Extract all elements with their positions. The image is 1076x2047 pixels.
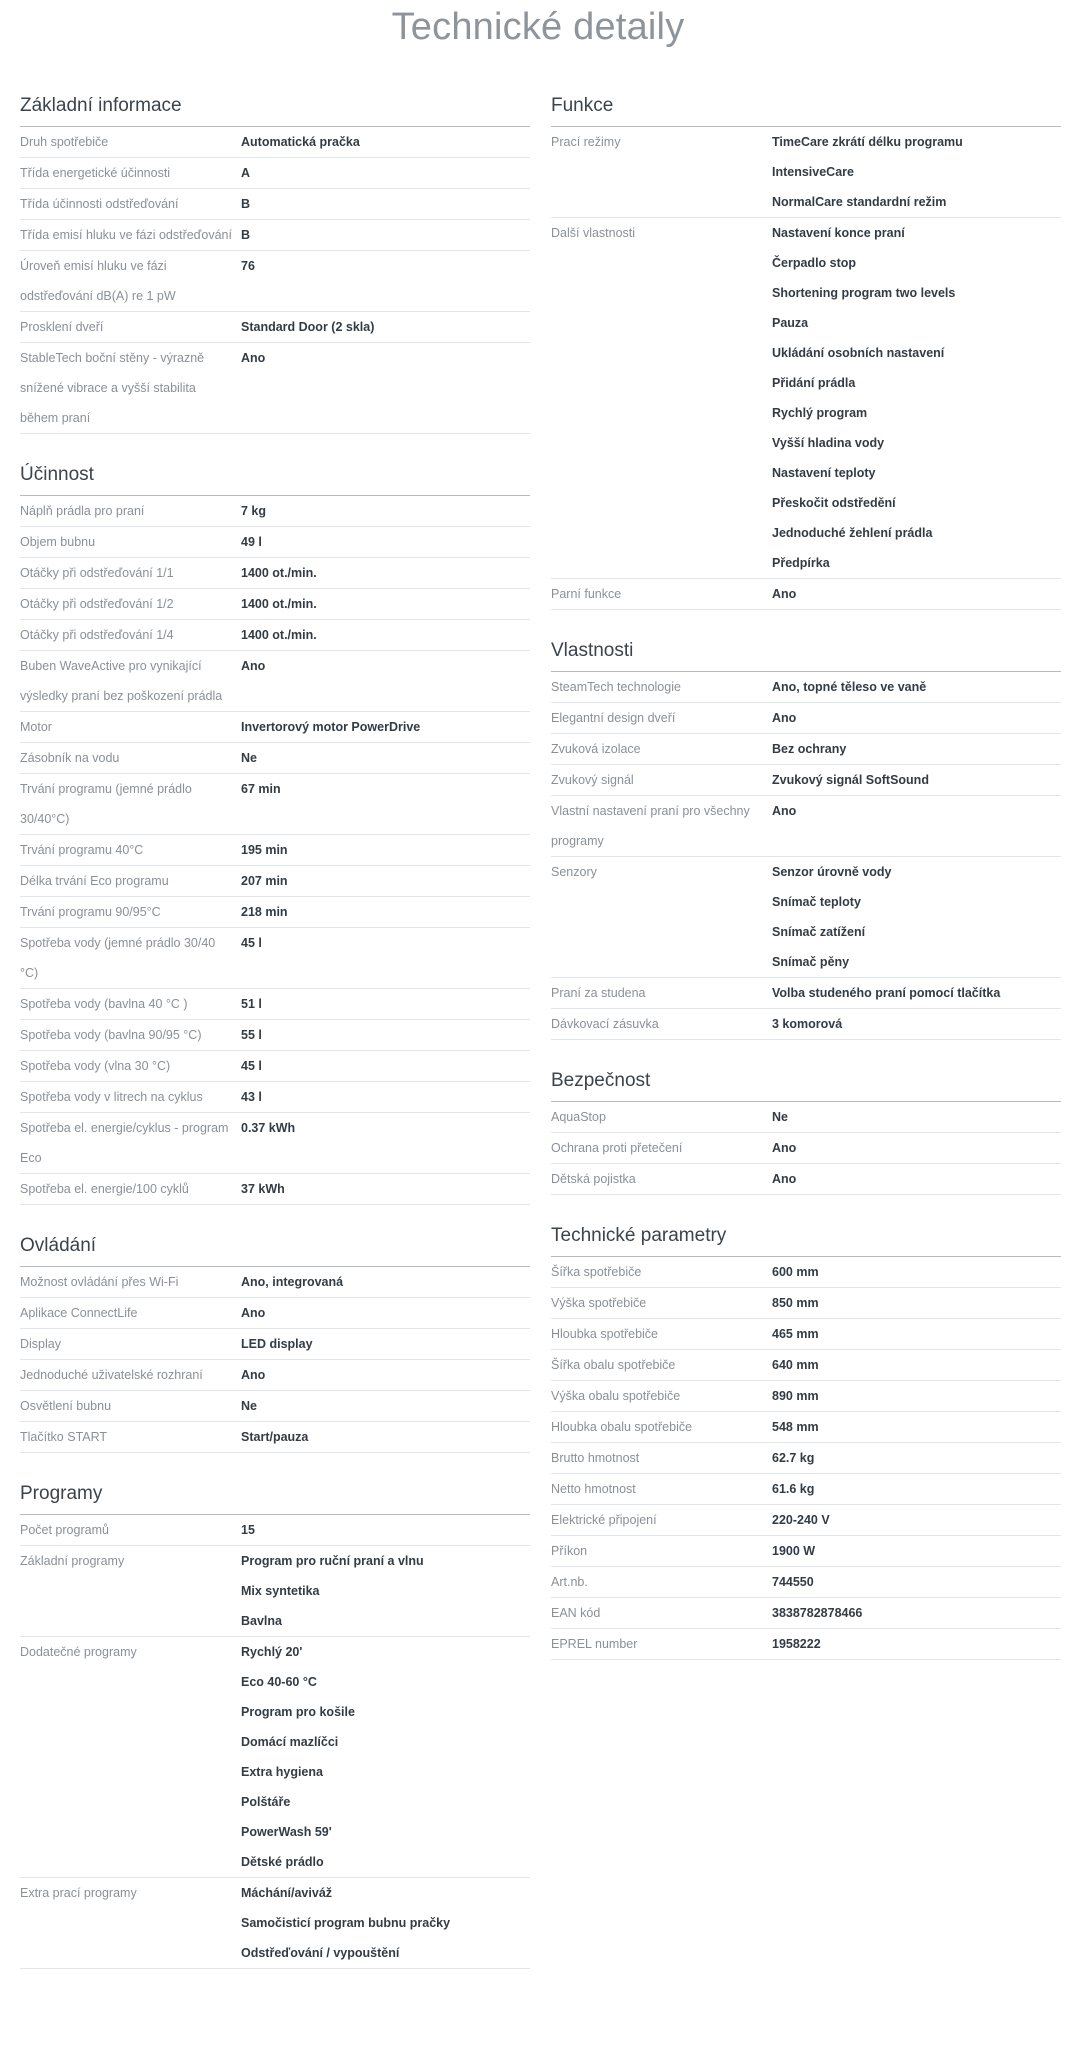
spec-values: [772, 1381, 1061, 1411]
spec-values: [241, 1422, 530, 1452]
spec-value: Pauza: [772, 316, 809, 330]
spec-label: Dávkovací zásuvka: [551, 1017, 659, 1031]
right-column: [551, 93, 1061, 1688]
spec-value: TimeCare zkrátí délku programu: [772, 135, 963, 149]
spec-label: Trvání programu 40°C: [20, 843, 144, 857]
spec-row: [20, 589, 530, 620]
spec-value: Ano: [241, 351, 266, 365]
section-technicke-parametry: [551, 1223, 1061, 1660]
spec-label: Druh spotřebiče: [20, 135, 109, 149]
spec-row: [20, 1878, 530, 1969]
spec-values: [241, 127, 530, 157]
spec-value: Shortening program two levels: [772, 286, 956, 300]
spec-value: Ano: [772, 1172, 797, 1186]
spec-value: 465 mm: [772, 1327, 819, 1341]
spec-value: 1900 W: [772, 1544, 816, 1558]
spec-label: EAN kód: [551, 1606, 601, 1620]
spec-value: Samočisticí program bubnu pračky: [241, 1916, 451, 1930]
section-title: Funkce: [551, 93, 1061, 127]
spec-values: [241, 589, 530, 619]
spec-values: [772, 1288, 1061, 1318]
spec-values: [241, 1637, 530, 1877]
spec-label: Tlačítko START: [20, 1430, 108, 1444]
spec-values: [241, 527, 530, 557]
spec-row: [551, 1412, 1061, 1443]
section-ovladani: [20, 1233, 530, 1453]
spec-row: [551, 127, 1061, 218]
spec-values: [772, 1009, 1061, 1039]
spec-values: [241, 1878, 530, 1968]
spec-label: Praní za studena: [551, 986, 646, 1000]
spec-row: [551, 579, 1061, 610]
spec-value: Ano: [241, 1306, 266, 1320]
spec-value: 55 l: [241, 1028, 262, 1042]
spec-values: [772, 734, 1061, 764]
spec-row: [20, 127, 530, 158]
spec-values: [241, 620, 530, 650]
section-title: Účinnost: [20, 462, 530, 496]
spec-label: Možnost ovládání přes Wi-Fi: [20, 1275, 179, 1289]
spec-value: 195 min: [241, 843, 288, 857]
spec-row: [551, 1164, 1061, 1195]
spec-row: [20, 1267, 530, 1298]
spec-value: IntensiveCare: [772, 165, 854, 179]
spec-value: Ano, topné těleso ve vaně: [772, 680, 927, 694]
spec-label: Vlastní nastavení praní pro všechny programy: [551, 804, 750, 848]
spec-label: Parní funkce: [551, 587, 622, 601]
spec-value: Ano: [772, 587, 797, 601]
spec-values: [772, 765, 1061, 795]
spec-value: Bavlna: [241, 1614, 282, 1628]
spec-value: 1958222: [772, 1637, 821, 1651]
spec-row: [551, 218, 1061, 579]
spec-row: [551, 1536, 1061, 1567]
spec-values: [772, 1102, 1061, 1132]
spec-value: Rychlý 20': [241, 1645, 303, 1659]
spec-label: Úroveň emisí hluku ve fázi odstřeďování dB(A) re 1 pW: [20, 259, 176, 303]
spec-label: Třída účinnosti odstřeďování: [20, 197, 179, 211]
spec-label: Buben WaveActive pro vynikající výsledky praní bez poškození prádla: [20, 659, 223, 703]
spec-label: EPREL number: [551, 1637, 638, 1651]
spec-values: [241, 1267, 530, 1297]
spec-label: Šířka obalu spotřebiče: [551, 1358, 676, 1372]
spec-value: Automatická pračka: [241, 135, 360, 149]
spec-values: [241, 312, 530, 342]
spec-row: [551, 1133, 1061, 1164]
spec-row: [551, 1009, 1061, 1040]
spec-label: Třída emisí hluku ve fázi odstřeďování: [20, 228, 232, 242]
spec-values: [241, 989, 530, 1019]
spec-row: [20, 496, 530, 527]
spec-values: [241, 774, 530, 834]
spec-value: 600 mm: [772, 1265, 819, 1279]
spec-value: Ano: [241, 1368, 266, 1382]
spec-values: [772, 218, 1061, 578]
spec-values: [772, 1474, 1061, 1504]
spec-label: Otáčky při odstřeďování 1/2: [20, 597, 174, 611]
section-title: Ovládání: [20, 1233, 530, 1267]
spec-value: Přidání prádla: [772, 376, 856, 390]
spec-label: Spotřeba vody (vlna 30 °C): [20, 1059, 171, 1073]
spec-row: [20, 1360, 530, 1391]
spec-row: [20, 251, 530, 312]
spec-value: Zvukový signál SoftSound: [772, 773, 929, 787]
spec-value: LED display: [241, 1337, 313, 1351]
spec-row: [20, 1546, 530, 1637]
spec-value: Snímač zatížení: [772, 925, 866, 939]
spec-row: [20, 343, 530, 434]
spec-value: Volba studeného praní pomocí tlačítka: [772, 986, 1001, 1000]
spec-label: Otáčky při odstřeďování 1/1: [20, 566, 174, 580]
spec-label: Spotřeba vody v litrech na cyklus: [20, 1090, 203, 1104]
spec-label: Třída energetické účinnosti: [20, 166, 171, 180]
spec-value: Ano: [772, 804, 797, 818]
spec-row: [551, 1381, 1061, 1412]
spec-value: 45 l: [241, 936, 262, 950]
spec-value: 45 l: [241, 1059, 262, 1073]
spec-value: Ano: [772, 711, 797, 725]
spec-values: [241, 743, 530, 773]
spec-values: [241, 1360, 530, 1390]
spec-value: Ne: [241, 1399, 257, 1413]
spec-values: [241, 1298, 530, 1328]
spec-value: Rychlý program: [772, 406, 868, 420]
spec-values: [241, 220, 530, 250]
spec-row: [20, 1422, 530, 1453]
spec-row: [20, 1020, 530, 1051]
spec-label: Otáčky při odstřeďování 1/4: [20, 628, 174, 642]
spec-values: [772, 1629, 1061, 1659]
spec-values: [241, 1082, 530, 1112]
spec-values: [241, 1113, 530, 1173]
spec-row: [551, 672, 1061, 703]
spec-values: [772, 1412, 1061, 1442]
spec-row: [551, 1319, 1061, 1350]
spec-label: Dětská pojistka: [551, 1172, 636, 1186]
spec-value: Dětské prádlo: [241, 1855, 324, 1869]
spec-label: Trvání programu (jemné prádlo 30/40°C): [20, 782, 192, 826]
spec-label: Spotřeba vody (bavlna 90/95 °C): [20, 1028, 202, 1042]
spec-value: 0.37 kWh: [241, 1121, 296, 1135]
spec-row: [20, 527, 530, 558]
spec-values: [241, 251, 530, 311]
spec-value: 43 l: [241, 1090, 262, 1104]
spec-value: 3838782878466: [772, 1606, 863, 1620]
section-bezpecnost: [551, 1068, 1061, 1195]
spec-row: [20, 312, 530, 343]
spec-row: [551, 765, 1061, 796]
spec-value: Polštáře: [241, 1795, 291, 1809]
spec-values: [772, 1443, 1061, 1473]
spec-value: 640 mm: [772, 1358, 819, 1372]
spec-label: Zásobník na vodu: [20, 751, 120, 765]
spec-row: [551, 1102, 1061, 1133]
spec-label: Trvání programu 90/95°C: [20, 905, 161, 919]
spec-row: [551, 1474, 1061, 1505]
spec-value: Program pro ruční praní a vlnu: [241, 1554, 424, 1568]
spec-row: [551, 1288, 1061, 1319]
spec-value: 744550: [772, 1575, 814, 1589]
spec-value: B: [241, 197, 251, 211]
spec-values: [241, 1020, 530, 1050]
spec-value: Program pro košile: [241, 1705, 355, 1719]
spec-row: [20, 1637, 530, 1878]
spec-value: Eco 40-60 °C: [241, 1675, 317, 1689]
spec-label: Příkon: [551, 1544, 588, 1558]
spec-label: Další vlastnosti: [551, 226, 636, 240]
spec-value: 220-240 V: [772, 1513, 830, 1527]
spec-values: [241, 1051, 530, 1081]
spec-label: Prací režimy: [551, 135, 621, 149]
spec-label: Spotřeba vody (jemné prádlo 30/40 °C): [20, 936, 216, 980]
spec-value: Nastavení teploty: [772, 466, 876, 480]
spec-values: [241, 158, 530, 188]
spec-value: 1400 ot./min.: [241, 628, 317, 642]
spec-values: [772, 1133, 1061, 1163]
spec-value: 3 komorová: [772, 1017, 843, 1031]
spec-value: 76: [241, 259, 255, 273]
spec-row: [551, 796, 1061, 857]
spec-values: [772, 1350, 1061, 1380]
section-title: Vlastnosti: [551, 638, 1061, 672]
spec-value: A: [241, 166, 251, 180]
spec-label: Netto hmotnost: [551, 1482, 636, 1496]
spec-label: Výška spotřebiče: [551, 1296, 647, 1310]
spec-value: Ne: [772, 1110, 788, 1124]
spec-row: [20, 897, 530, 928]
spec-values: [241, 651, 530, 711]
spec-row: [20, 712, 530, 743]
spec-value: 218 min: [241, 905, 288, 919]
section-title: Programy: [20, 1481, 530, 1515]
spec-value: Senzor úrovně vody: [772, 865, 892, 879]
spec-value: Ano: [241, 659, 266, 673]
spec-row: [551, 1567, 1061, 1598]
spec-values: [772, 1567, 1061, 1597]
spec-value: Standard Door (2 skla): [241, 320, 375, 334]
spec-row: [551, 857, 1061, 978]
section-programy: [20, 1481, 530, 1969]
spec-label: SteamTech technologie: [551, 680, 681, 694]
section-ucinnost: [20, 462, 530, 1205]
spec-row: [551, 1350, 1061, 1381]
spec-row: [551, 1443, 1061, 1474]
spec-value: Předpírka: [772, 556, 830, 570]
spec-value: B: [241, 228, 251, 242]
section-title: Technické parametry: [551, 1223, 1061, 1257]
spec-values: [241, 1174, 530, 1204]
spec-value: 207 min: [241, 874, 288, 888]
spec-row: [20, 1051, 530, 1082]
spec-label: Osvětlení bubnu: [20, 1399, 112, 1413]
spec-label: Náplň prádla pro praní: [20, 504, 145, 518]
spec-value: Extra hygiena: [241, 1765, 323, 1779]
spec-values: [241, 1546, 530, 1636]
spec-label: Senzory: [551, 865, 597, 879]
spec-row: [551, 703, 1061, 734]
spec-values: [772, 1598, 1061, 1628]
spec-value: Odstřeďování / vypouštění: [241, 1946, 400, 1960]
spec-label: Elektrické připojení: [551, 1513, 657, 1527]
spec-value: Máchání/aviváž: [241, 1886, 333, 1900]
spec-values: [241, 558, 530, 588]
spec-label: Aplikace ConnectLife: [20, 1306, 138, 1320]
spec-value: Vyšší hladina vody: [772, 436, 885, 450]
spec-values: [241, 1391, 530, 1421]
spec-row: [20, 1329, 530, 1360]
section-title: Základní informace: [20, 93, 530, 127]
spec-label: Prosklení dveří: [20, 320, 104, 334]
spec-label: Zvukový signál: [551, 773, 634, 787]
spec-row: [20, 1515, 530, 1546]
spec-value: Domácí mazlíčci: [241, 1735, 339, 1749]
spec-label: Šířka spotřebiče: [551, 1265, 642, 1279]
spec-values: [241, 343, 530, 433]
spec-values: [241, 712, 530, 742]
spec-row: [20, 1298, 530, 1329]
spec-values: [772, 796, 1061, 856]
spec-value: 67 min: [241, 782, 281, 796]
spec-label: Elegantní design dveří: [551, 711, 676, 725]
spec-value: Přeskočit odstředění: [772, 496, 896, 510]
spec-row: [20, 866, 530, 897]
section-funkce: [551, 93, 1061, 610]
spec-value: Ano: [772, 1141, 797, 1155]
spec-row: [20, 1391, 530, 1422]
spec-value: 1400 ot./min.: [241, 566, 317, 580]
spec-values: [241, 928, 530, 988]
spec-label: Motor: [20, 720, 52, 734]
spec-label: Délka trvání Eco programu: [20, 874, 169, 888]
spec-value: Bez ochrany: [772, 742, 847, 756]
spec-label: Jednoduché uživatelské rozhraní: [20, 1368, 203, 1382]
spec-value: PowerWash 59': [241, 1825, 332, 1839]
spec-row: [20, 158, 530, 189]
spec-label: Hloubka obalu spotřebiče: [551, 1420, 693, 1434]
spec-values: [772, 672, 1061, 702]
spec-values: [241, 1515, 530, 1545]
spec-value: 51 l: [241, 997, 262, 1011]
spec-row: [551, 1598, 1061, 1629]
spec-value: 15: [241, 1523, 255, 1537]
spec-value: Ne: [241, 751, 257, 765]
spec-values: [772, 1164, 1061, 1194]
spec-label: Display: [20, 1337, 61, 1351]
spec-value: Snímač teploty: [772, 895, 861, 909]
spec-value: 1400 ot./min.: [241, 597, 317, 611]
spec-values: [241, 496, 530, 526]
spec-row: [20, 989, 530, 1020]
spec-values: [772, 1536, 1061, 1566]
spec-label: Ochrana proti přetečení: [551, 1141, 683, 1155]
spec-row: [20, 1174, 530, 1205]
spec-value: Čerpadlo stop: [772, 256, 857, 270]
spec-row: [20, 651, 530, 712]
left-column: [20, 93, 530, 1997]
spec-row: [20, 835, 530, 866]
spec-row: [551, 978, 1061, 1009]
spec-label: AquaStop: [551, 1110, 606, 1124]
spec-values: [241, 835, 530, 865]
spec-label: Spotřeba el. energie/cyklus - program Eco: [20, 1121, 229, 1165]
spec-row: [20, 189, 530, 220]
spec-values: [772, 1257, 1061, 1287]
section-title: Bezpečnost: [551, 1068, 1061, 1102]
spec-values: [241, 897, 530, 927]
spec-label: Spotřeba vody (bavlna 40 °C ): [20, 997, 188, 1011]
spec-row: [20, 774, 530, 835]
spec-row: [20, 1113, 530, 1174]
spec-label: Art.nb.: [551, 1575, 588, 1589]
spec-value: 7 kg: [241, 504, 267, 518]
spec-values: [772, 579, 1061, 609]
spec-label: Dodatečné programy: [20, 1645, 137, 1659]
spec-value: 62.7 kg: [772, 1451, 815, 1465]
spec-label: Zvuková izolace: [551, 742, 641, 756]
spec-label: Extra prací programy: [20, 1886, 137, 1900]
spec-label: Základní programy: [20, 1554, 125, 1568]
spec-values: [241, 189, 530, 219]
spec-row: [20, 558, 530, 589]
spec-value: NormalCare standardní režim: [772, 195, 947, 209]
section-vlastnosti: [551, 638, 1061, 1040]
spec-row: [20, 620, 530, 651]
spec-values: [241, 866, 530, 896]
spec-value: 61.6 kg: [772, 1482, 815, 1496]
spec-row: [551, 734, 1061, 765]
spec-values: [772, 1505, 1061, 1535]
spec-row: [20, 928, 530, 989]
spec-label: Počet programů: [20, 1523, 109, 1537]
spec-value: Snímač pěny: [772, 955, 850, 969]
spec-label: Výška obalu spotřebiče: [551, 1389, 681, 1403]
spec-value: 890 mm: [772, 1389, 819, 1403]
spec-label: Brutto hmotnost: [551, 1451, 640, 1465]
spec-row: [20, 1082, 530, 1113]
spec-value: Ano, integrovaná: [241, 1275, 344, 1289]
spec-label: Spotřeba el. energie/100 cyklů: [20, 1182, 189, 1196]
spec-value: Start/pauza: [241, 1430, 309, 1444]
spec-row: [20, 743, 530, 774]
spec-values: [772, 1319, 1061, 1349]
spec-value: Ukládání osobních nastavení: [772, 346, 945, 360]
spec-values: [772, 127, 1061, 217]
spec-row: [551, 1629, 1061, 1660]
spec-values: [241, 1329, 530, 1359]
spec-values: [772, 978, 1061, 1008]
spec-label: StableTech boční stěny - výrazně snížené vibrace a vyšší stabilita během praní: [20, 351, 205, 425]
spec-values: [772, 703, 1061, 733]
spec-row: [551, 1505, 1061, 1536]
page-title: Technické detaily: [391, 6, 685, 48]
spec-value: 850 mm: [772, 1296, 819, 1310]
section-zakladni-informace: [20, 93, 530, 434]
spec-label: Hloubka spotřebiče: [551, 1327, 659, 1341]
spec-value: Nastavení konce praní: [772, 226, 905, 240]
spec-value: 548 mm: [772, 1420, 819, 1434]
spec-row: [20, 220, 530, 251]
spec-value: Mix syntetika: [241, 1584, 320, 1598]
spec-label: Objem bubnu: [20, 535, 96, 549]
spec-values: [772, 857, 1061, 977]
spec-value: Jednoduché žehlení prádla: [772, 526, 933, 540]
spec-value: 37 kWh: [241, 1182, 285, 1196]
spec-value: Invertorový motor PowerDrive: [241, 720, 421, 734]
spec-value: 49 l: [241, 535, 262, 549]
spec-row: [551, 1257, 1061, 1288]
